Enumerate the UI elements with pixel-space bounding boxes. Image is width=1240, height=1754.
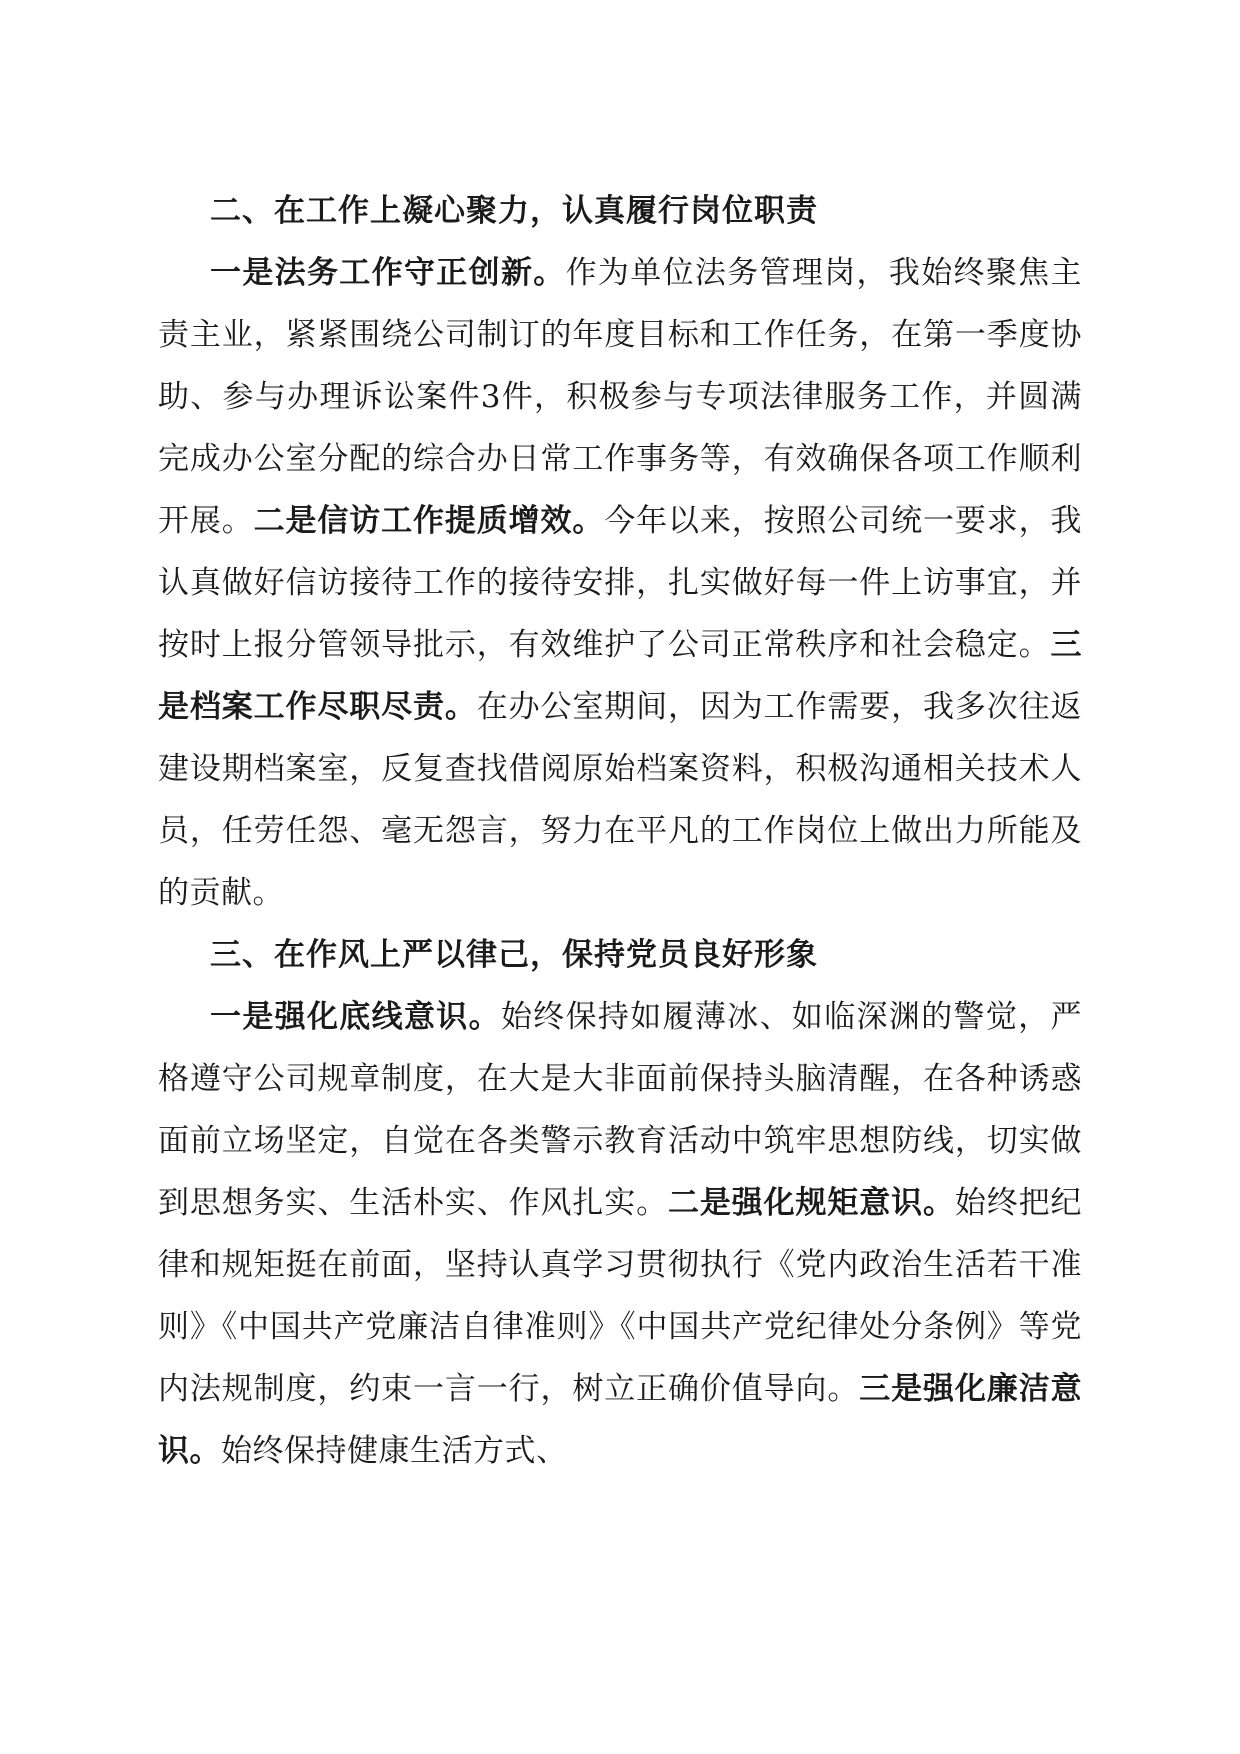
- bold-lead-text: 三是强化廉洁意识。: [158, 1371, 1082, 1469]
- bold-lead-text: 三是档案工作尽职尽责。: [158, 627, 1082, 725]
- body-text: 在办公室期间，因为工作需要，我多次往返建设期档案室，反复查找借阅原始档案资料，积极沟通相关技术人员，任劳任怨、毫无怨言，努力在平凡的工作岗位上做出力所能及的贡献。: [158, 689, 1082, 911]
- document-body: [158, 180, 1082, 1482]
- section-heading-3: 三、在作风上严以律己，保持党员良好形象: [210, 937, 818, 973]
- bold-lead-text: 二是信访工作提质增效。: [253, 503, 605, 539]
- bold-lead-text: 一是法务工作守正创新。: [210, 255, 566, 291]
- bold-lead-text: 二是强化规矩意识。: [668, 1185, 955, 1221]
- body-text: 始终保持如履薄冰、如临深渊的警觉，严格遵守公司规章制度，在大是大非面前保持头脑清醒，在各种诱惑面前立场坚定，自觉在各类警示教育活动中筑牢思想防线，切实做到思想务实、生活朴实、作风扎实。: [158, 999, 1083, 1221]
- section-paragraph-2: [158, 242, 1082, 924]
- section-heading-2: 二、在工作上凝心聚力，认真履行岗位职责: [210, 193, 818, 229]
- section-paragraph-3: [158, 986, 1082, 1482]
- bold-lead-text: 一是强化底线意识。: [210, 999, 501, 1035]
- body-text: 今年以来，按照公司统一要求，我认真做好信访接待工作的接待安排，扎实做好每一件上访事宜，并按时上报分管领导批示，有效维护了公司正常秩序和社会稳定。: [158, 503, 1082, 663]
- body-text: 作为单位法务管理岗，我始终聚焦主责主业，紧紧围绕公司制订的年度目标和工作任务，在第一季度协助、参与办理诉讼案件3件，积极参与专项法律服务工作，并圆满完成办公室分配的综合办日常工作事务等，有效确保各项工作顺利开展。: [158, 255, 1083, 539]
- body-text: 始终保持健康生活方式、: [221, 1433, 568, 1469]
- body-text: 始终把纪律和规矩挺在前面，坚持认真学习贯彻执行《党内政治生活若干准则》《中国共产党廉洁自律准则》《中国共产党纪律处分条例》等党内法规制度，约束一言一行，树立正确价值导向。: [158, 1185, 1082, 1407]
